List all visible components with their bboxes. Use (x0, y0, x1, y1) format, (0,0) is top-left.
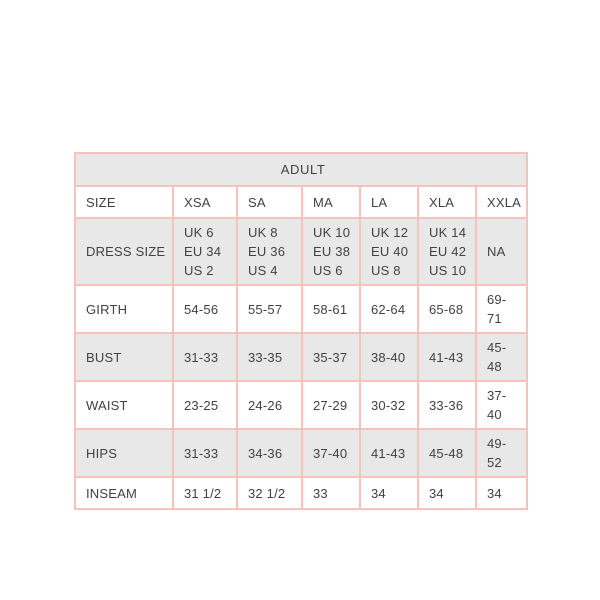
cell-line: 55-57 (248, 301, 283, 317)
column-header: XSA (173, 186, 237, 218)
table-row (75, 381, 527, 429)
cell-line: UK 10 (313, 225, 351, 240)
cell-line: 34 (371, 485, 386, 501)
cell (302, 218, 360, 285)
cell (360, 429, 418, 477)
table-row (75, 218, 527, 285)
cell (360, 218, 418, 285)
cell (476, 333, 527, 381)
table-title: ADULT (75, 153, 527, 186)
cell-line: UK 12 (371, 225, 409, 240)
cell-line: US 2 (184, 263, 214, 278)
table-row (75, 429, 527, 477)
row-label: BUST (75, 333, 173, 381)
row-label: DRESS SIZE (75, 218, 173, 285)
column-header: SA (237, 186, 302, 218)
cell-line: 31-33 (184, 349, 219, 365)
cell (476, 218, 527, 285)
cell (302, 381, 360, 429)
cell (360, 333, 418, 381)
cell (237, 333, 302, 381)
row-label: GIRTH (75, 285, 173, 333)
cell-line: US 6 (313, 263, 343, 278)
cell (360, 285, 418, 333)
cell-line: UK 8 (248, 225, 278, 240)
cell (237, 429, 302, 477)
column-header: LA (360, 186, 418, 218)
cell-line: 33-35 (248, 349, 283, 365)
table-row (75, 285, 527, 333)
cell (173, 381, 237, 429)
cell (360, 381, 418, 429)
cell-line: EU 40 (371, 244, 409, 259)
cell (418, 333, 476, 381)
table-row (75, 333, 527, 381)
cell-line: 41-43 (429, 349, 464, 365)
column-header: MA (302, 186, 360, 218)
cell-line: 45-48 (429, 445, 464, 461)
column-header: XLA (418, 186, 476, 218)
cell (418, 477, 476, 509)
cell-line: EU 42 (429, 244, 467, 259)
cell-line: EU 36 (248, 244, 286, 259)
row-label: INSEAM (75, 477, 173, 509)
cell (237, 285, 302, 333)
cell-line: EU 34 (184, 244, 222, 259)
cell-line: 27-29 (313, 397, 348, 413)
cell (302, 333, 360, 381)
column-header-row (75, 186, 527, 218)
cell-line: EU 38 (313, 244, 351, 259)
cell (476, 285, 527, 333)
cell-line: US 10 (429, 263, 467, 278)
cell-line: 34 (487, 485, 502, 501)
cell-line: NA (487, 244, 506, 259)
cell-line: 49-52 (487, 436, 507, 470)
cell-line: 31 1/2 (184, 485, 222, 501)
cell (173, 285, 237, 333)
row-label: HIPS (75, 429, 173, 477)
cell (476, 477, 527, 509)
cell (237, 381, 302, 429)
cell (173, 333, 237, 381)
cell (476, 429, 527, 477)
cell (237, 477, 302, 509)
cell (302, 429, 360, 477)
cell-line: 62-64 (371, 301, 406, 317)
cell (418, 381, 476, 429)
cell-line: 34-36 (248, 445, 283, 461)
cell-line: 35-37 (313, 349, 348, 365)
cell-line: UK 6 (184, 225, 214, 240)
cell-line: 41-43 (371, 445, 406, 461)
cell (237, 218, 302, 285)
cell-line: UK 14 (429, 225, 467, 240)
cell (302, 477, 360, 509)
cell-line: US 8 (371, 263, 401, 278)
cell (476, 381, 527, 429)
cell-line: 58-61 (313, 301, 348, 317)
size-chart-table (74, 152, 528, 510)
cell (360, 477, 418, 509)
cell (418, 285, 476, 333)
cell-line: 54-56 (184, 301, 219, 317)
cell-line: 65-68 (429, 301, 464, 317)
cell-line: 30-32 (371, 397, 406, 413)
cell (173, 477, 237, 509)
row-label: WAIST (75, 381, 173, 429)
table-row (75, 477, 527, 509)
cell-line: 23-25 (184, 397, 219, 413)
size-row-label: SIZE (75, 186, 173, 218)
cell-line: 38-40 (371, 349, 406, 365)
cell-line: 37-40 (313, 445, 348, 461)
cell-line: 34 (429, 485, 444, 501)
cell (173, 429, 237, 477)
cell (418, 218, 476, 285)
cell-line: 24-26 (248, 397, 283, 413)
column-header: XXLA (476, 186, 527, 218)
cell-line: 33-36 (429, 397, 464, 413)
cell-line: 37-40 (487, 388, 507, 422)
cell-line: 33 (313, 485, 328, 501)
cell (302, 285, 360, 333)
cell-line: 32 1/2 (248, 485, 286, 501)
cell-line: 69-71 (487, 292, 507, 326)
table-title-row (75, 153, 527, 186)
cell-line: 45-48 (487, 340, 507, 374)
cell (173, 218, 237, 285)
cell (418, 429, 476, 477)
cell-line: US 4 (248, 263, 278, 278)
cell-line: 31-33 (184, 445, 219, 461)
